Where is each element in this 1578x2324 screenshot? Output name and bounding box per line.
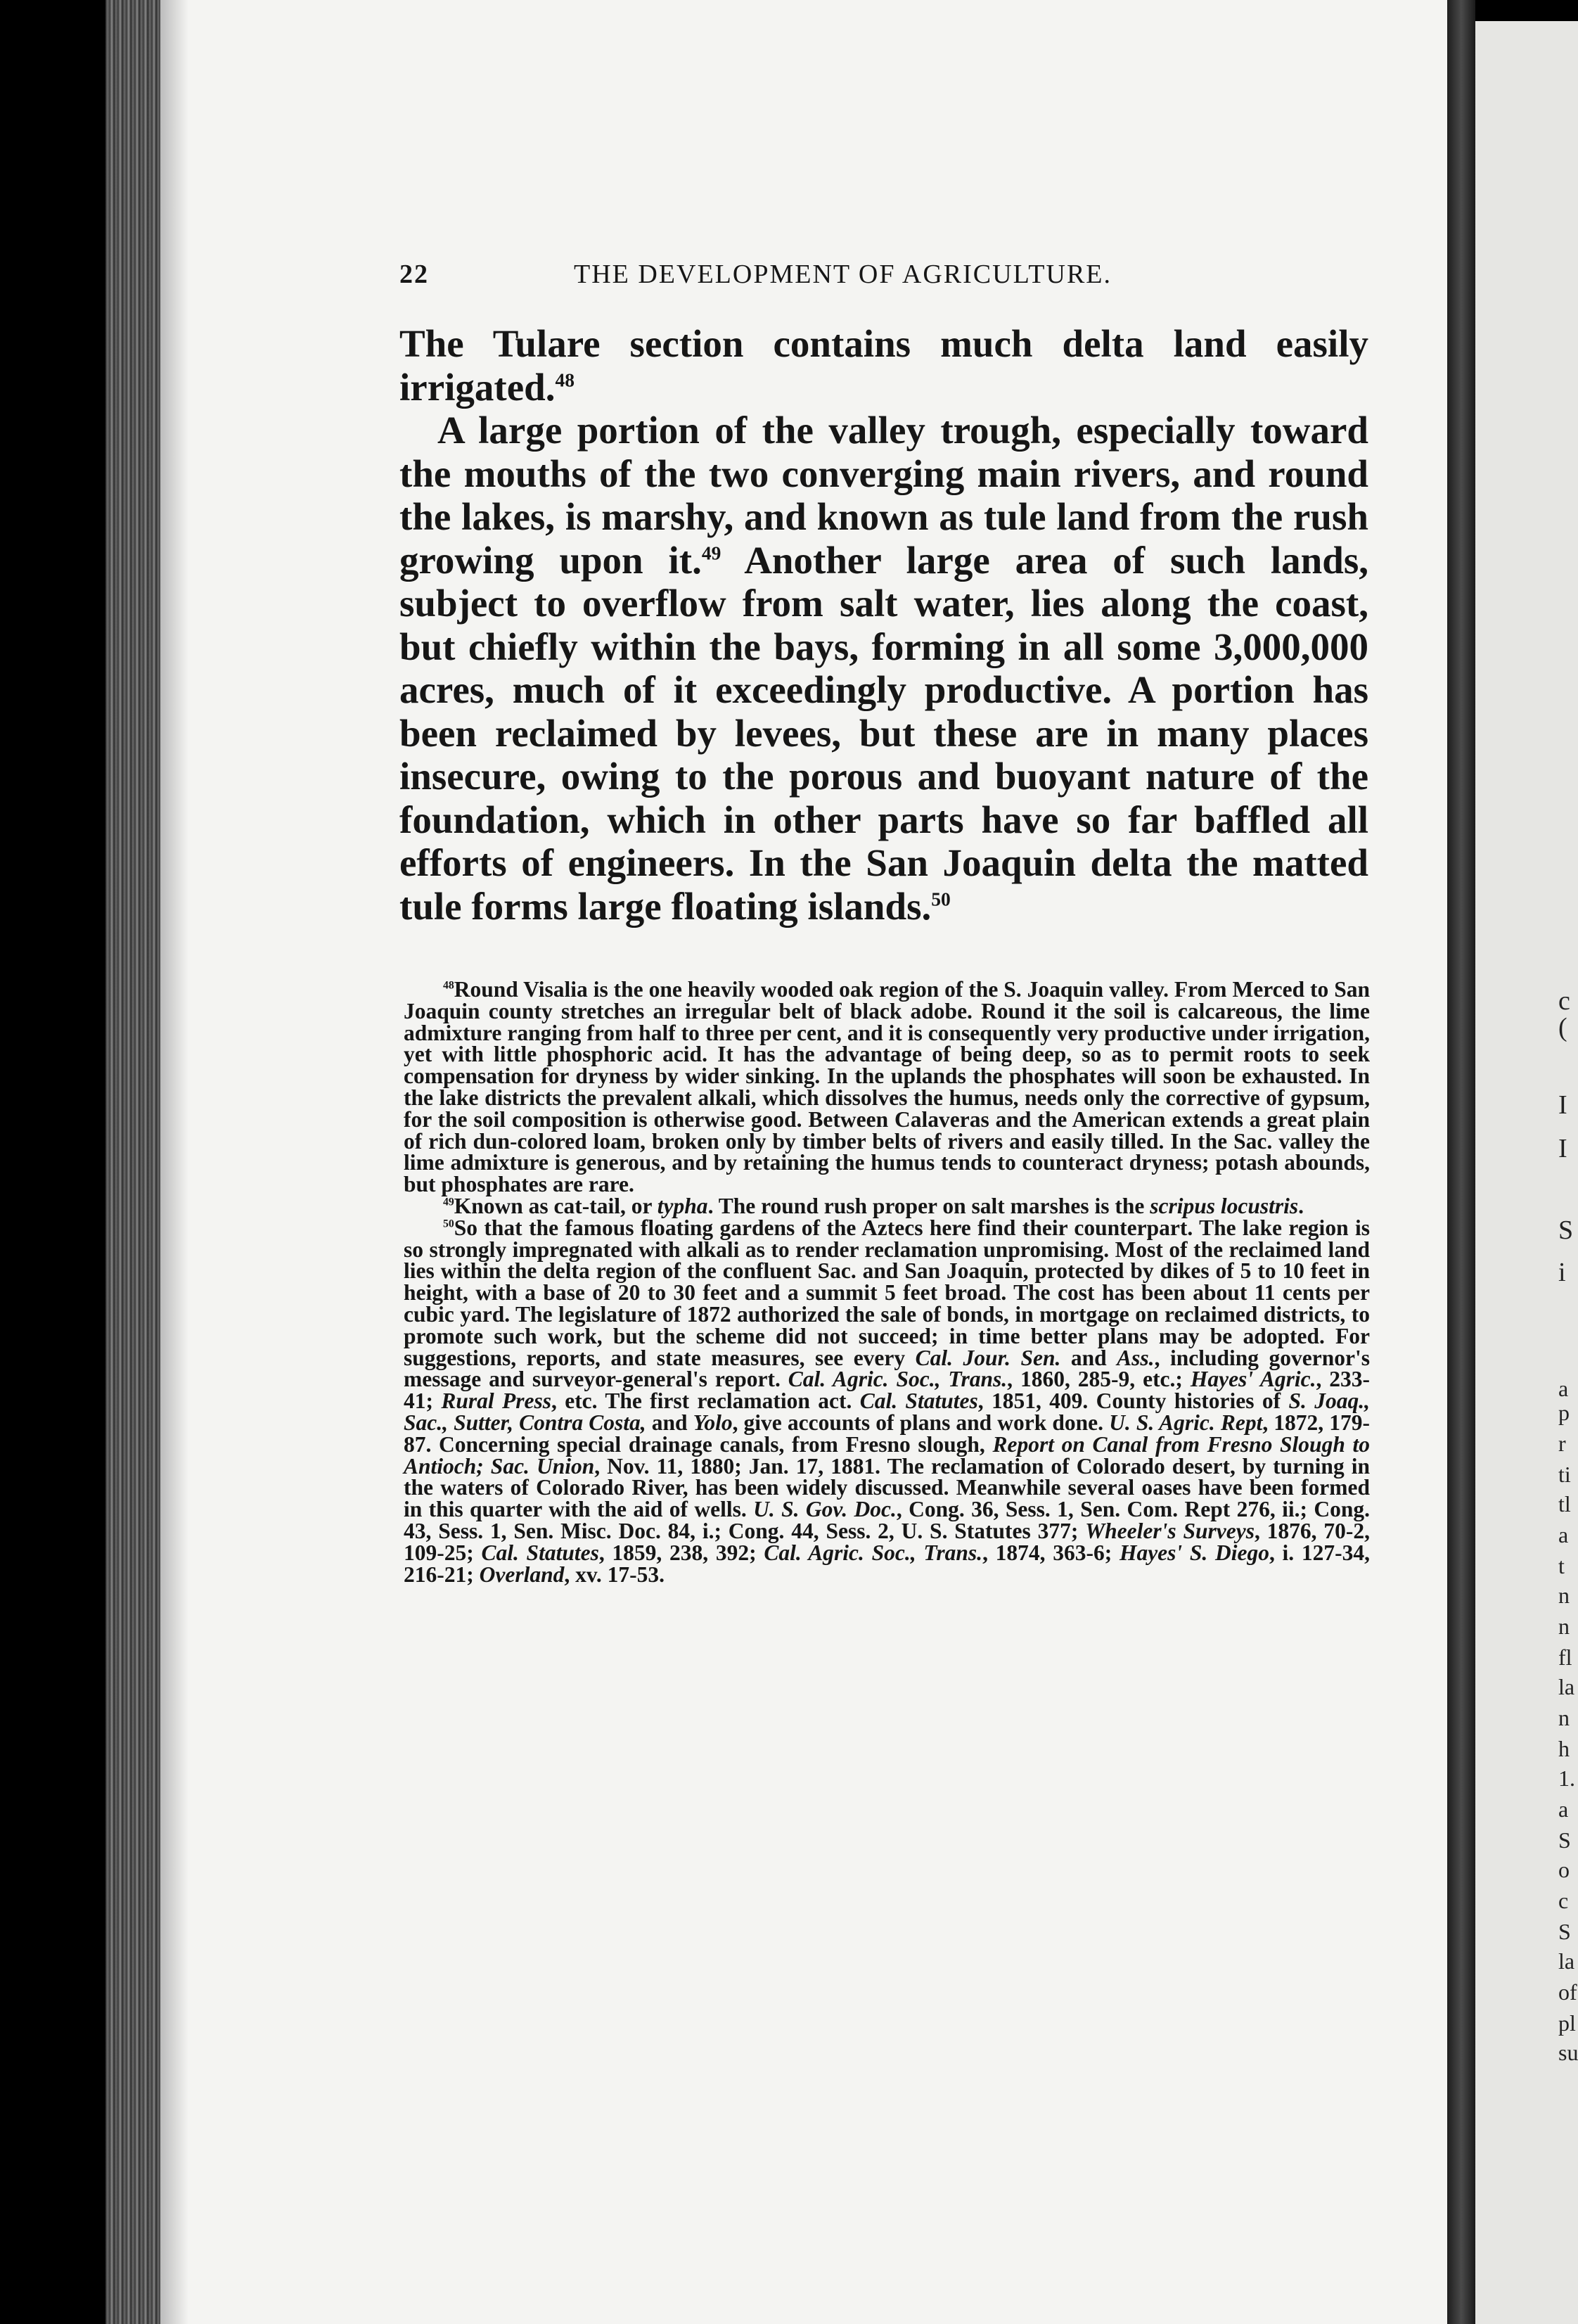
adjacent-fragment: S xyxy=(1558,1215,1574,1245)
footnote-49 xyxy=(404,1193,1370,1218)
adjacent-fragment: n xyxy=(1558,1583,1570,1608)
paragraph-2 xyxy=(399,409,1368,928)
adjacent-fragment: n xyxy=(1558,1705,1570,1730)
adjacent-fragment: h xyxy=(1558,1736,1570,1761)
footnote-50-text: , 1872, 179-87. Concerning special drainage canals, from Fresno slough, xyxy=(404,1410,1371,1457)
footnote-50-text: , give accounts of plans and work done. xyxy=(732,1410,1110,1435)
citation-title: S. Joaq., Sac., Sutter, Contra Costa, xyxy=(404,1388,1370,1435)
adjacent-fragment: tl xyxy=(1558,1491,1571,1517)
citation-title: Ass. xyxy=(1117,1345,1155,1370)
page-number: 22 xyxy=(399,260,429,289)
main-text xyxy=(399,322,1368,928)
citation-title: Rural Press xyxy=(441,1388,551,1414)
footnote-49-italic: typha xyxy=(657,1193,708,1218)
footnote-50-text: , Cong. 36, Sess. 1, Sen. Com. Rept 276, ii.; Cong. 43, Sess. 1, Sen. Misc. Doc. 84, i.; Cong. 44, Sess. 2, U. S. Statutes 377; xyxy=(404,1497,1370,1543)
adjacent-fragment: la xyxy=(1558,1674,1575,1699)
paragraph-1 xyxy=(399,322,1368,409)
citation-title: Cal. Agric. Soc., Trans. xyxy=(788,1367,1008,1392)
footnote-49-italic: scripus locustris xyxy=(1150,1193,1299,1218)
footnote-50-text: , 1876, 70-2, 109-25; xyxy=(404,1518,1370,1565)
footnote-50-text: , 233-41; xyxy=(404,1367,1371,1414)
citation-title: U. S. Agric. Rept xyxy=(1109,1410,1263,1435)
footnote-ref-50: 50 xyxy=(931,888,951,910)
footnote-50-text: So that the famous floating gardens of the Aztecs here find their counterpart. The lake region is so strongly impregnated with alkali as to render reclamation unpromising. Most of the reclaimed land lies within the delta region of the confluent Sac. and San Joaquin, protected by dikes of 5 to 10 feet in height, with a base of 20 to 30 feet and a summit 5 feet broad. The cost has been about 11 cents per cubic yard. The legislature of 1872 authorized the sale of bonds, in mortgage on reclaimed districts, to promote such work, but the scheme did not succeed; in time better plans may be adopted. For suggestions, reports, and state measures, see every xyxy=(404,1215,1370,1370)
paragraph-1-text: The Tulare section contains much delta land easily irrigated. xyxy=(399,322,1368,409)
footnote-50-text: , Nov. 11, 1880; Jan. 17, 1881. The reclamation of Colorado desert, by turning in the waters of Colorado River, has been widely discussed. Meanwhile several oases have been formed in this quarter with the aid of wells. xyxy=(404,1453,1370,1522)
adjacent-fragment: pl xyxy=(1558,2010,1576,2036)
adjacent-fragment: S xyxy=(1558,1919,1571,1944)
adjacent-fragment: t xyxy=(1558,1553,1565,1578)
adjacent-fragment: r xyxy=(1558,1431,1566,1456)
footnote-48-text: Round Visalia is the one heavily wooded oak region of the S. Joaquin valley. From Merced to San Joaquin county stretches an irregular belt of black adobe. Round it the soil is calcareous, the lime admixture ranging from half to three per cent, and it is consequently very productive under irrigation, yet with little phosphoric acid. It has the advantage of being deep, so as to permit roots to seek compensation for dryness by wider sinking. In the uplands the phosphates will soon be exhausted. In the lake districts the prevalent alkali, which dissolves the humus, needs only the corrective of gypsum, for the soil composition is otherwise good. Between Calaveras and the American extends a great plain of rich dun-colored loam, broken only by timber belts of rivers and easily tilled. In the Sac. valley the lime admixture is generous, and by retaining the humus tends to counteract dryness; potash abounds, but phosphates are rare. xyxy=(404,977,1370,1197)
footnote-48 xyxy=(404,979,1370,1196)
footnote-49-text: . xyxy=(1298,1193,1304,1218)
paragraph-2-text-a: A large portion of the valley trough, especially toward the mouths of the two converging main rivers, and round the lakes, is marshy, and known as tule land from the rush growing upon it. xyxy=(399,409,1368,582)
footnote-ref-48: 48 xyxy=(555,369,575,391)
footnote-mark-49: 49 xyxy=(443,1196,454,1208)
footnotes xyxy=(404,979,1370,1585)
adjacent-fragment: fl xyxy=(1558,1645,1572,1670)
citation-title: Cal. Agric. Soc., Trans. xyxy=(764,1540,983,1565)
adjacent-fragment: i xyxy=(1558,1258,1566,1287)
citation-title: Yolo xyxy=(693,1410,733,1435)
running-title: THE DEVELOPMENT OF AGRICULTURE. xyxy=(574,260,1112,289)
page-edge-shadow xyxy=(1447,0,1475,2324)
citation-title: Hayes' Agric. xyxy=(1190,1367,1316,1392)
adjacent-page xyxy=(1475,21,1578,2324)
citation-title: Wheeler's Surveys xyxy=(1085,1518,1255,1543)
adjacent-fragment: n xyxy=(1558,1614,1570,1639)
footnote-50-text: , 1874, 363-6; xyxy=(982,1540,1120,1565)
citation-title: U. S. Gov. Doc. xyxy=(753,1497,897,1522)
footnote-50-text: , etc. The first reclamation act. xyxy=(551,1388,860,1414)
paragraph-2-text-b: Another large area of such lands, subject to overflow from salt water, lies along the coast, but chiefly within the bays, forming in all some 3,000,000 acres, much of it exceedingly productive. A portion has been reclaimed by levees, but these are in many places insecure, owing to the porous and buoyant nature of the foundation, which in other parts have so far baffled all efforts of engineers. In the San Joaquin delta the matted tule forms large floating islands. xyxy=(399,538,1368,928)
citation-title: Cal. Statutes xyxy=(859,1388,978,1414)
adjacent-fragment: 1. xyxy=(1558,1766,1575,1791)
adjacent-fragment: c xyxy=(1558,986,1570,1016)
citation-title: Hayes' S. Diego xyxy=(1119,1540,1269,1565)
adjacent-fragment: a xyxy=(1558,1796,1569,1822)
book-binding xyxy=(105,0,160,2324)
adjacent-fragment: ( xyxy=(1558,1013,1567,1042)
footnote-50-text: , xv. 17-53. xyxy=(564,1562,665,1587)
adjacent-fragment: a xyxy=(1558,1522,1569,1547)
adjacent-fragment: o xyxy=(1558,1857,1570,1882)
footnote-ref-49: 49 xyxy=(701,542,721,564)
adjacent-fragment: I xyxy=(1558,1090,1567,1120)
footnote-50-text: , i. 127-34, 216-21; xyxy=(404,1540,1371,1587)
footnote-50-text: and xyxy=(646,1410,693,1435)
footnote-50-text: , 1859, 238, 392; xyxy=(598,1540,764,1565)
footnote-50-text: , 1860, 285-9, etc.; xyxy=(1007,1367,1191,1392)
citation-title: Overland xyxy=(479,1562,565,1587)
citation-title: Cal. Statutes xyxy=(481,1540,599,1565)
citation-title: Cal. Jour. Sen. xyxy=(915,1345,1061,1370)
footnote-50-text: , including governor's message and surveyor-general's report. xyxy=(404,1345,1370,1392)
adjacent-fragment: su xyxy=(1558,2040,1578,2065)
adjacent-fragment: p xyxy=(1558,1400,1570,1425)
citation-title: Report on Canal from Fresno Slough to Antioch; Sac. Union xyxy=(404,1431,1371,1479)
adjacent-fragment: la xyxy=(1558,1948,1575,1974)
footnote-mark-50: 50 xyxy=(443,1218,454,1230)
footnote-49-text: . The round rush proper on salt marshes is the xyxy=(707,1193,1150,1218)
footnote-50-text: and xyxy=(1060,1345,1117,1370)
footnote-49-text: Known as cat-tail, or xyxy=(454,1193,658,1218)
adjacent-fragment: of xyxy=(1558,1979,1577,2005)
footnote-50 xyxy=(404,1215,1371,1587)
adjacent-fragment: a xyxy=(1558,1376,1569,1401)
adjacent-fragment: S xyxy=(1558,1827,1571,1853)
adjacent-fragment: ti xyxy=(1558,1462,1571,1487)
page-gutter-shadow xyxy=(160,0,188,2324)
adjacent-fragment: I xyxy=(1558,1134,1567,1163)
footnote-50-text: , 1851, 409. County histories of xyxy=(977,1388,1289,1414)
footnote-mark-48: 48 xyxy=(443,979,454,992)
adjacent-fragment: c xyxy=(1558,1888,1569,1913)
